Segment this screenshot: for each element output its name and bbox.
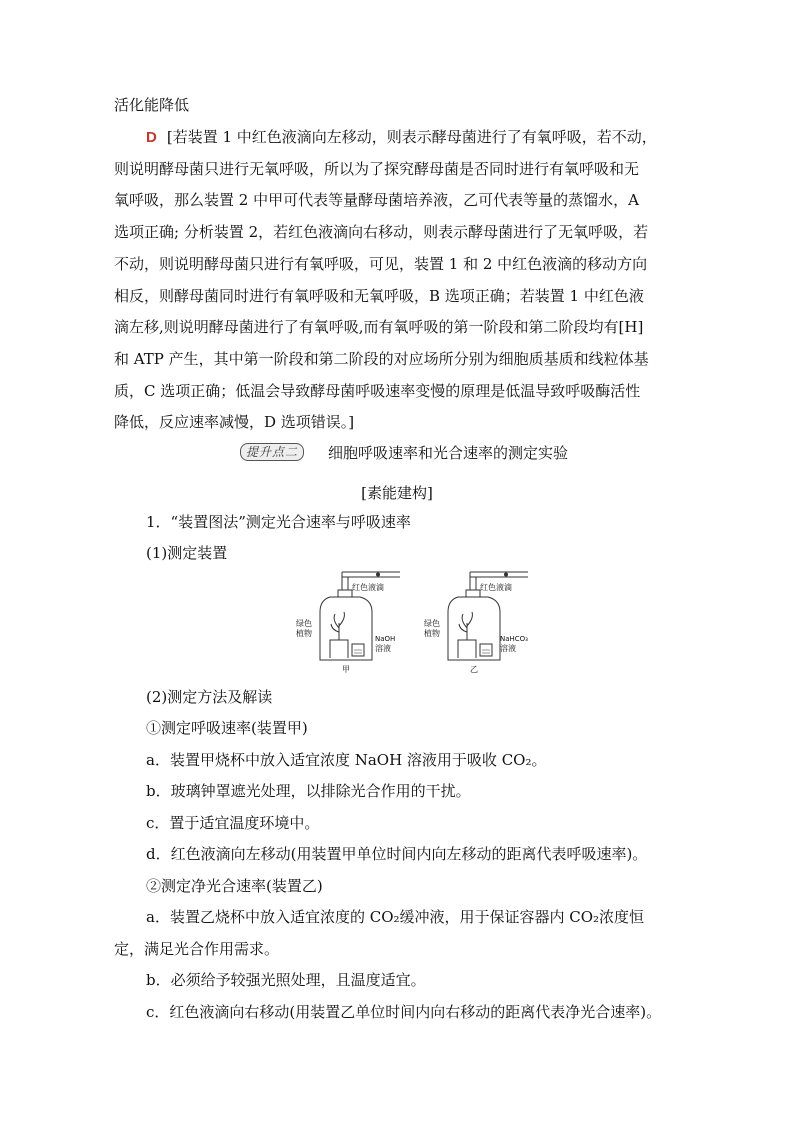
resp-c: c．置于适宜温度环境中。 [146,814,320,832]
answer-line-7: 滴左移,则说明酵母菌进行了有氧呼吸,而有氧呼吸的第一阶段和第二阶段均有[H] [114,318,644,337]
solution-label-left-1: NaOH [375,635,396,643]
drop-label-right: 红色液滴 [480,583,512,592]
subsection-heading: [素能建构] [361,484,433,502]
sub-1-heading: (1)测定装置 [146,544,228,562]
answer-line-5: 不动，则说明酵母菌只进行有氧呼吸，可见，装置 1 和 2 中红色液滴的移动方向 [114,254,648,273]
answer-line-8: 和 ATP 产生，其中第一阶段和第二阶段的对应场所分别为细胞质基质和线粒体基 [114,349,649,368]
solution-label-right-1: NaHCO₃ [500,635,528,643]
resp-b: b．玻璃钟罩遮光处理，以排除光合作用的干扰。 [146,782,471,800]
answer-explanation [114,122,694,439]
photo-a-line-2: 定，满足光合作用需求。 [114,940,280,958]
plant-label-left-1: 绿色 [296,619,312,628]
photo-a-line-1: a．装置乙烧杯中放入适宜浓度的 CO₂缓冲液，用于保证容器内 CO₂浓度恒 [146,908,645,926]
photo-heading: ②测定净光合速率(装置乙) [146,877,323,895]
answer-line-4: 选项正确; 分析装置 2，若红色液滴向右移动，则表示酵母菌进行了无氧呼吸，若 [114,223,649,242]
section-tag: 提升点二 [240,443,304,461]
section-heading [240,441,568,463]
answer-line-9: 质，C 选项正确；低温会导致酵母菌呼吸速率变慢的原理是低温导致呼吸酶活性 [114,381,641,400]
answer-line-6: 相反，则酵母菌同时进行有氧呼吸和无氧呼吸，B 选项正确；若装置 1 中红色液 [114,286,644,305]
red-drop-left [376,573,380,577]
plant-label-left-2: 植物 [296,629,312,638]
photo-b: b．必须给予较强光照处理，且温度适宜。 [146,971,426,989]
red-drop-right [504,573,508,577]
answer-letter: D [146,129,157,146]
resp-a: a．装置甲烧杯中放入适宜浓度 NaOH 溶液用于吸收 CO₂。 [146,751,547,769]
caption-right: 乙 [470,665,478,674]
section-title: 细胞呼吸速率和光合速率的测定实验 [328,443,569,462]
answer-line-3: 氧呼吸，那么装置 2 中甲可代表等量酵母菌培养液，乙可代表等量的蒸馏水，A [114,191,639,210]
plant-label-right-2: 植物 [424,629,440,638]
photo-c: c．红色液滴向右移动(用装置乙单位时间内向右移动的距离代表净光合速率)。 [146,1003,662,1021]
drop-label-left: 红色液滴 [352,583,384,592]
solution-label-left-2: 溶液 [375,644,391,653]
answer-line-2: 则说明酵母菌只进行无氧呼吸，所以为了探究酵母菌是否同时进行有氧呼吸和无 [114,159,640,178]
caption-left: 甲 [342,665,350,674]
solution-label-right-2: 溶液 [500,644,516,653]
answer-line-10: 降低，反应速率减慢，D 选项错误。] [114,413,355,432]
sub-2-heading: (2)测定方法及解读 [146,688,273,706]
plant-label-right-1: 绿色 [424,619,440,628]
apparatus-figure [290,568,530,678]
top-line: 活化能降低 [114,96,190,114]
resp-d: d．红色液滴向左移动(用装置甲单位时间内向左移动的距离代表呼吸速率)。 [146,845,648,863]
answer-line-1: [若装置 1 中红色液滴向左移动，则表示酵母菌进行了有氧呼吸，若不动， [166,128,657,146]
resp-heading: ①测定呼吸速率(装置甲) [146,719,308,737]
item-1-heading: 1．“装置图法”测定光合速率与呼吸速率 [146,513,411,531]
